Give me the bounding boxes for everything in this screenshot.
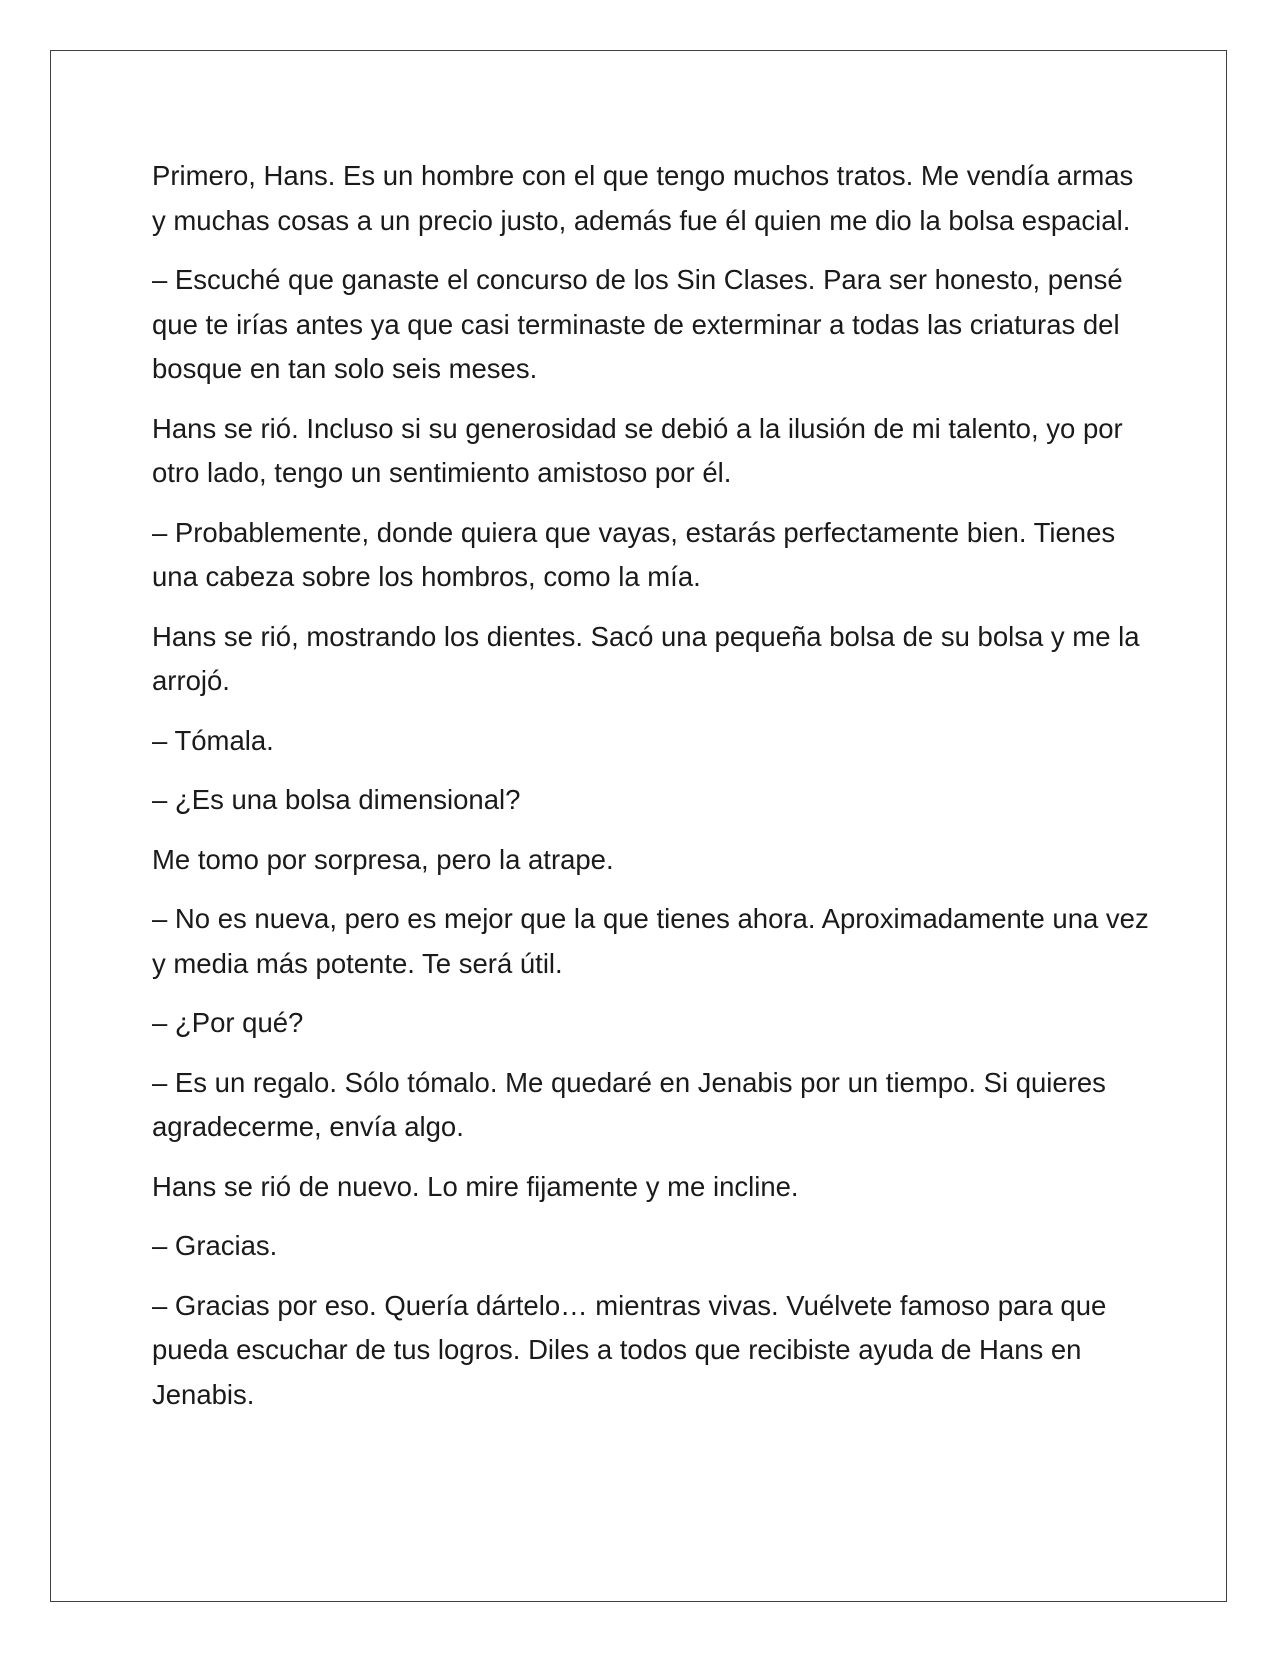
paragraph: – Gracias por eso. Quería dártelo… mientras vivas. Vuélvete famoso para que pueda escuchar de tus logros. Diles a todos que recibiste ayuda de Hans en Jenabis. (152, 1289, 1107, 1410)
paragraph: – ¿Por qué? (152, 1007, 304, 1038)
paragraph: – ¿Es una bolsa dimensional? (152, 784, 521, 815)
paragraph: – Gracias. (152, 1230, 278, 1261)
paragraph: – No es nueva, pero es mejor que la que tienes ahora. Aproximadamente una vez y media más potente. Te será útil. (152, 903, 1149, 979)
paragraph: Primero, Hans. Es un hombre con el que tengo muchos tratos. Me vendía armas y muchas cosas a un precio justo, además fue él quien me dio la bolsa espacial. (152, 160, 1134, 236)
paragraph: – Es un regalo. Sólo tómalo. Me quedaré en Jenabis por un tiempo. Si quieres agradecerme, envía algo. (152, 1066, 1106, 1142)
page-frame (50, 50, 1227, 1602)
paragraph: Me tomo por sorpresa, pero la atrape. (152, 843, 614, 875)
paragraph: Hans se rió, mostrando los dientes. Sacó una pequeña bolsa de su bolsa y me la arrojó. (152, 620, 1140, 696)
paragraph: – Tómala. (152, 724, 274, 756)
text-body (152, 154, 1152, 1432)
paragraph: – Escuché que ganaste el concurso de los Sin Clases. Para ser honesto, pensé que te irías antes ya que casi terminaste de exterminar a todas las criaturas del bosque en tan solo seis meses. (152, 264, 1123, 384)
paragraph: Hans se rió. Incluso si su generosidad se debió a la ilusión de mi talento, yo por otro lado, tengo un sentimiento amistoso por él. (152, 412, 1123, 488)
paragraph: Hans se rió de nuevo. Lo mire fijamente y me incline. (152, 1170, 799, 1202)
paragraph: – Probablemente, donde quiera que vayas, estarás perfectamente bien. Tienes una cabeza sobre los hombros, como la mía. (152, 516, 1116, 592)
